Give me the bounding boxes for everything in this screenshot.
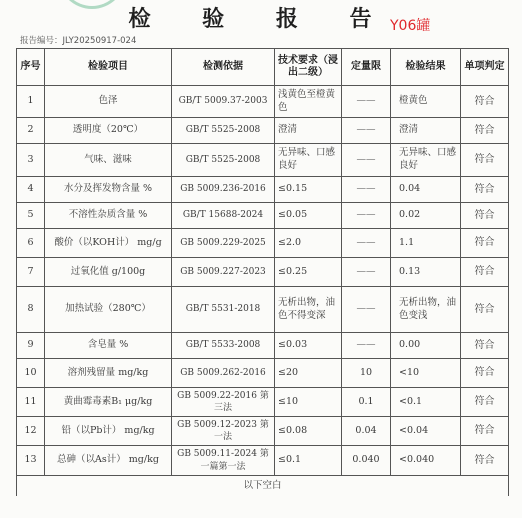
table-row [17, 229, 509, 258]
cell-verdict: 符合 [461, 287, 509, 333]
cell-item: 水分及挥发物含量 % [45, 177, 172, 203]
cell-item: 总砷（以As计） mg/kg [45, 446, 172, 476]
report-number: 报告编号：JLY20250917-024 [20, 36, 137, 46]
cell-no: 11 [17, 388, 45, 417]
col-header-no: 序号 [17, 49, 45, 86]
cell-no: 13 [17, 446, 45, 476]
cell-basis: GB 5009.22-2016 第三法 [172, 388, 275, 417]
cell-basis: GB 5009.236-2016 [172, 177, 275, 203]
cell-result: <0.040 [391, 446, 461, 476]
cell-requirement: 无异味、口感良好 [275, 144, 342, 177]
col-header-limit: 定量限 [342, 49, 391, 86]
cell-result: <0.1 [391, 388, 461, 417]
cell-no: 10 [17, 359, 45, 388]
table-row [17, 388, 509, 417]
table-row [17, 333, 509, 359]
cell-limit: —— [342, 258, 391, 287]
cell-verdict: 符合 [461, 359, 509, 388]
table-row [17, 118, 509, 144]
cell-item: 不溶性杂质含量 % [45, 203, 172, 229]
cell-basis: GB/T 5525-2008 [172, 144, 275, 177]
cell-limit: —— [342, 333, 391, 359]
cell-no: 12 [17, 417, 45, 446]
cell-verdict: 符合 [461, 118, 509, 144]
col-header-verdict: 单项判定 [461, 49, 509, 86]
table-row [17, 287, 509, 333]
cell-no: 3 [17, 144, 45, 177]
cell-verdict: 符合 [461, 144, 509, 177]
cell-basis: GB/T 5533-2008 [172, 333, 275, 359]
cell-item: 黄曲霉毒素B₁ μg/kg [45, 388, 172, 417]
cell-basis: GB/T 5009.37-2003 [172, 86, 275, 118]
cell-requirement: ≤0.15 [275, 177, 342, 203]
cell-result: 0.13 [391, 258, 461, 287]
table-body [17, 86, 509, 497]
cell-no: 4 [17, 177, 45, 203]
cell-requirement: ≤0.08 [275, 417, 342, 446]
cell-basis: GB 5009.227-2023 [172, 258, 275, 287]
cell-no: 9 [17, 333, 45, 359]
cell-verdict: 符合 [461, 446, 509, 476]
cell-no: 2 [17, 118, 45, 144]
table-row [17, 86, 509, 118]
cell-verdict: 符合 [461, 258, 509, 287]
cell-limit: —— [342, 229, 391, 258]
cell-requirement: ≤20 [275, 359, 342, 388]
cell-item: 过氧化值 g/100g [45, 258, 172, 287]
inspection-table [16, 48, 509, 496]
col-header-requirement: 技术要求（浸出二级） [275, 49, 342, 86]
cell-item: 透明度（20℃） [45, 118, 172, 144]
cell-item: 色泽 [45, 86, 172, 118]
cell-item: 加热试验（280℃） [45, 287, 172, 333]
col-header-item: 检验项目 [45, 49, 172, 86]
cell-verdict: 符合 [461, 333, 509, 359]
cell-requirement: ≤0.05 [275, 203, 342, 229]
cell-result: <0.04 [391, 417, 461, 446]
cell-requirement: ≤0.1 [275, 446, 342, 476]
cell-requirement: 澄清 [275, 118, 342, 144]
cell-no: 6 [17, 229, 45, 258]
table-header-row [17, 49, 509, 86]
cell-no: 8 [17, 287, 45, 333]
cell-no: 5 [17, 203, 45, 229]
cell-result: 无析出物，油色变浅 [391, 287, 461, 333]
cell-limit: —— [342, 118, 391, 144]
cell-item: 铅（以Pb计） mg/kg [45, 417, 172, 446]
table-row [17, 446, 509, 476]
cell-requirement: ≤10 [275, 388, 342, 417]
cell-verdict: 符合 [461, 229, 509, 258]
cell-result: 0.00 [391, 333, 461, 359]
table-row [17, 417, 509, 446]
cell-basis: GB 5009.11-2024 第一篇第一法 [172, 446, 275, 476]
cell-limit: 0.040 [342, 446, 391, 476]
cell-limit: —— [342, 86, 391, 118]
cell-item: 含皂量 % [45, 333, 172, 359]
cell-limit: 0.1 [342, 388, 391, 417]
table-footer-row [17, 476, 509, 497]
table-row [17, 203, 509, 229]
table-row [17, 258, 509, 287]
cell-verdict: 符合 [461, 177, 509, 203]
cell-basis: GB/T 15688-2024 [172, 203, 275, 229]
cell-limit: —— [342, 177, 391, 203]
cell-limit: —— [342, 203, 391, 229]
cell-basis: GB 5009.262-2016 [172, 359, 275, 388]
cell-result: 橙黄色 [391, 86, 461, 118]
cell-basis: GB/T 5525-2008 [172, 118, 275, 144]
cell-result: 0.02 [391, 203, 461, 229]
cell-item: 酸价（以KOH计） mg/g [45, 229, 172, 258]
cell-item: 气味、滋味 [45, 144, 172, 177]
cell-requirement: ≤2.0 [275, 229, 342, 258]
cell-basis: GB 5009.229-2025 [172, 229, 275, 258]
cell-no: 1 [17, 86, 45, 118]
table-row [17, 359, 509, 388]
cell-result: <10 [391, 359, 461, 388]
cell-verdict: 符合 [461, 417, 509, 446]
cell-no: 7 [17, 258, 45, 287]
cell-limit: 10 [342, 359, 391, 388]
cell-result: 0.04 [391, 177, 461, 203]
cell-result: 无异味、口感良好 [391, 144, 461, 177]
sample-stamp-label: Y06罐 [390, 18, 431, 34]
cell-limit: 0.04 [342, 417, 391, 446]
cell-requirement: ≤0.25 [275, 258, 342, 287]
cell-item: 溶剂残留量 mg/kg [45, 359, 172, 388]
cell-requirement: ≤0.03 [275, 333, 342, 359]
col-header-basis: 检测依据 [172, 49, 275, 86]
cell-result: 澄清 [391, 118, 461, 144]
page-title: 检 验 报 告 [128, 6, 394, 32]
cell-requirement: 无析出物，油色不得变深 [275, 287, 342, 333]
blank-below-note: 以下空白 [17, 476, 509, 497]
cell-limit: —— [342, 287, 391, 333]
cell-basis: GB/T 5531-2018 [172, 287, 275, 333]
cell-limit: —— [342, 144, 391, 177]
table-row [17, 144, 509, 177]
cell-result: 1.1 [391, 229, 461, 258]
cell-verdict: 符合 [461, 86, 509, 118]
cell-verdict: 符合 [461, 203, 509, 229]
cell-basis: GB 5009.12-2023 第一法 [172, 417, 275, 446]
table-row [17, 177, 509, 203]
cell-verdict: 符合 [461, 388, 509, 417]
col-header-result: 检验结果 [391, 49, 461, 86]
cell-requirement: 浅黄色至橙黄色 [275, 86, 342, 118]
